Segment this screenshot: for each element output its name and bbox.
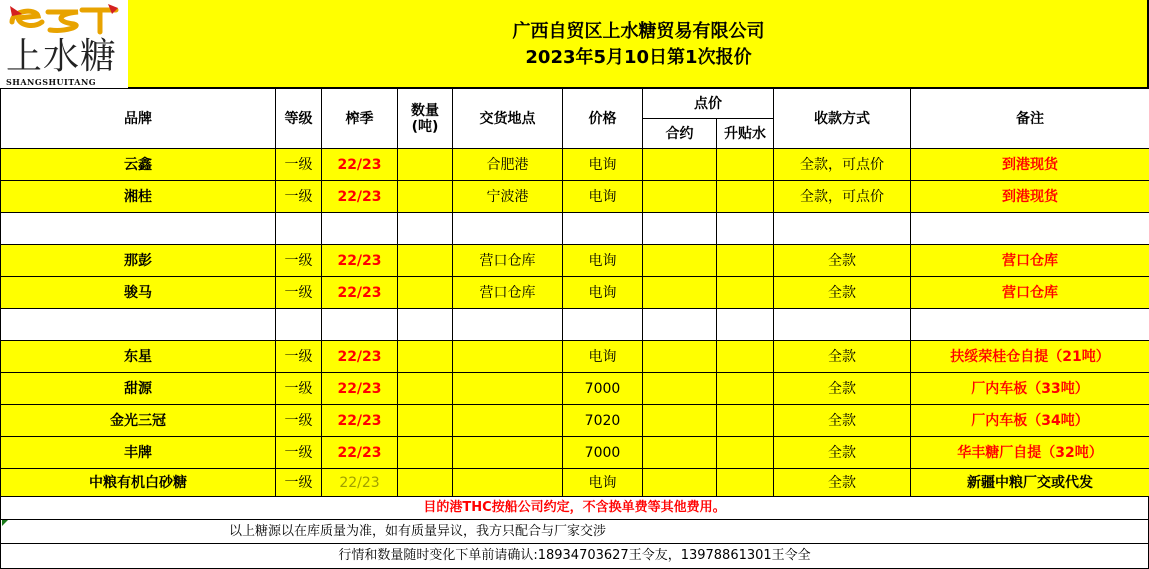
cell-premium	[717, 373, 774, 405]
cell-grade: 一级	[276, 405, 322, 437]
cell-price: 电询	[563, 181, 643, 213]
cell-contract	[643, 469, 717, 497]
cell-payment: 全款，可点价	[774, 181, 911, 213]
cell-comment-marker-icon	[2, 520, 8, 526]
blank-cell	[717, 309, 774, 341]
cell-brand: 金光三冠	[1, 405, 276, 437]
cell-payment: 全款	[774, 405, 911, 437]
cell-note: 营口仓库	[911, 277, 1149, 309]
cell-location: 营口仓库	[453, 277, 563, 309]
cell-season: 22/23	[322, 437, 398, 469]
price-table	[0, 88, 1149, 497]
cell-note: 到港现货	[911, 149, 1149, 181]
col-notes: 备注	[911, 89, 1149, 149]
cell-note: 华丰糖厂自提（32吨）	[911, 437, 1149, 469]
blank-cell	[276, 309, 322, 341]
table-row	[1, 277, 1149, 309]
cell-season: 22/23	[322, 405, 398, 437]
cell-brand: 丰牌	[1, 437, 276, 469]
blank-cell	[563, 213, 643, 245]
cell-payment: 全款	[774, 277, 911, 309]
col-location: 交货地点	[453, 89, 563, 149]
logo-chinese-name: 上水糖	[6, 36, 118, 77]
cell-season: 22/23	[322, 469, 398, 497]
cell-price: 电询	[563, 245, 643, 277]
cell-quantity	[398, 373, 453, 405]
cell-payment: 全款，可点价	[774, 149, 911, 181]
cell-note: 厂内车板（34吨）	[911, 405, 1149, 437]
col-quantity	[398, 89, 453, 149]
col-brand: 品牌	[1, 89, 276, 149]
blank-cell	[322, 309, 398, 341]
cell-brand: 云鑫	[1, 149, 276, 181]
cell-premium	[717, 469, 774, 497]
cell-location	[453, 373, 563, 405]
cell-quantity	[398, 277, 453, 309]
cell-contract	[643, 405, 717, 437]
cell-note: 营口仓库	[911, 245, 1149, 277]
col-quantity-line1: 数量	[411, 102, 439, 119]
cell-premium	[717, 405, 774, 437]
cell-grade: 一级	[276, 181, 322, 213]
table-row	[1, 469, 1149, 497]
cell-contract	[643, 245, 717, 277]
cell-season: 22/23	[322, 341, 398, 373]
cell-location: 合肥港	[453, 149, 563, 181]
cell-price: 电询	[563, 341, 643, 373]
cell-contract	[643, 373, 717, 405]
cell-note: 厂内车板（33吨）	[911, 373, 1149, 405]
blank-cell	[563, 309, 643, 341]
cell-brand: 东星	[1, 341, 276, 373]
cell-contract	[643, 437, 717, 469]
col-quantity-line2: (吨)	[411, 118, 439, 135]
sheet-header	[0, 0, 1149, 88]
cell-grade: 一级	[276, 437, 322, 469]
col-point-price: 点价	[643, 89, 774, 119]
cell-grade: 一级	[276, 341, 322, 373]
blank-cell	[717, 213, 774, 245]
blank-cell	[453, 213, 563, 245]
table-row	[1, 181, 1149, 213]
thc-note: 目的港THC按船公司约定，不含换单费等其他费用。	[0, 497, 1149, 520]
cell-payment: 全款	[774, 437, 911, 469]
cell-season: 22/23	[322, 181, 398, 213]
company-title: 广西自贸区上水糖贸易有限公司	[512, 21, 765, 42]
col-contract: 合约	[643, 119, 717, 149]
cell-note: 新疆中粮厂交或代发	[911, 469, 1149, 497]
table-row	[1, 245, 1149, 277]
cell-quantity	[398, 469, 453, 497]
cell-contract	[643, 277, 717, 309]
cell-brand: 湘桂	[1, 181, 276, 213]
quality-note-row	[0, 520, 1149, 544]
blank-row	[1, 213, 1149, 245]
blank-cell	[774, 213, 911, 245]
cell-location: 营口仓库	[453, 245, 563, 277]
cell-premium	[717, 341, 774, 373]
col-grade: 等级	[276, 89, 322, 149]
cell-location	[453, 469, 563, 497]
blank-row	[1, 309, 1149, 341]
cell-price: 电询	[563, 469, 643, 497]
table-row	[1, 405, 1149, 437]
col-season: 榨季	[322, 89, 398, 149]
cell-price: 电询	[563, 277, 643, 309]
cell-price: 电询	[563, 149, 643, 181]
cell-note: 到港现货	[911, 181, 1149, 213]
blank-cell	[643, 309, 717, 341]
logo-english-name: SHANGSHUITANG	[6, 77, 97, 87]
blank-cell	[276, 213, 322, 245]
cell-season: 22/23	[322, 149, 398, 181]
cell-location	[453, 405, 563, 437]
cell-grade: 一级	[276, 245, 322, 277]
col-price: 价格	[563, 89, 643, 149]
est-logo-icon	[8, 2, 120, 36]
blank-cell	[911, 309, 1149, 341]
cell-location: 宁波港	[453, 181, 563, 213]
blank-cell	[1, 309, 276, 341]
cell-brand: 甜源	[1, 373, 276, 405]
blank-cell	[322, 213, 398, 245]
cell-contract	[643, 181, 717, 213]
cell-brand: 中粮有机白砂糖	[1, 469, 276, 497]
cell-grade: 一级	[276, 149, 322, 181]
table-row	[1, 149, 1149, 181]
cell-quantity	[398, 181, 453, 213]
cell-premium	[717, 149, 774, 181]
cell-contract	[643, 341, 717, 373]
blank-cell	[453, 309, 563, 341]
table-row	[1, 437, 1149, 469]
cell-location	[453, 437, 563, 469]
cell-note: 扶绥荣桂仓自提（21吨）	[911, 341, 1149, 373]
col-payment: 收款方式	[774, 89, 911, 149]
cell-quantity	[398, 437, 453, 469]
blank-cell	[398, 213, 453, 245]
cell-brand: 那彭	[1, 245, 276, 277]
cell-quantity	[398, 405, 453, 437]
blank-cell	[398, 309, 453, 341]
cell-payment: 全款	[774, 373, 911, 405]
cell-premium	[717, 277, 774, 309]
contact-note: 行情和数量随时变化下单前请确认:18934703627王令友，13978861301王令全	[0, 544, 1149, 569]
cell-payment: 全款	[774, 245, 911, 277]
cell-quantity	[398, 149, 453, 181]
cell-location	[453, 341, 563, 373]
cell-premium	[717, 245, 774, 277]
cell-premium	[717, 437, 774, 469]
quote-date-title: 2023年5月10日第1次报价	[525, 47, 752, 68]
header-row	[1, 89, 1149, 119]
cell-payment: 全款	[774, 469, 911, 497]
cell-price: 7000	[563, 373, 643, 405]
cell-season: 22/23	[322, 245, 398, 277]
cell-premium	[717, 181, 774, 213]
col-premium: 升贴水	[717, 119, 774, 149]
cell-season: 22/23	[322, 277, 398, 309]
table-row	[1, 341, 1149, 373]
cell-price: 7020	[563, 405, 643, 437]
cell-quantity	[398, 245, 453, 277]
cell-contract	[643, 149, 717, 181]
quality-note: 以上糖源以在库质量为准，如有质量异议，我方只配合与厂家交涉	[229, 524, 607, 539]
cell-grade: 一级	[276, 373, 322, 405]
blank-cell	[911, 213, 1149, 245]
cell-price: 7000	[563, 437, 643, 469]
cell-quantity	[398, 341, 453, 373]
blank-cell	[1, 213, 276, 245]
cell-season: 22/23	[322, 373, 398, 405]
table-row	[1, 373, 1149, 405]
cell-grade: 一级	[276, 277, 322, 309]
blank-cell	[774, 309, 911, 341]
blank-cell	[643, 213, 717, 245]
cell-payment: 全款	[774, 341, 911, 373]
cell-brand: 骏马	[1, 277, 276, 309]
cell-grade: 一级	[276, 469, 322, 497]
company-logo	[0, 0, 128, 88]
